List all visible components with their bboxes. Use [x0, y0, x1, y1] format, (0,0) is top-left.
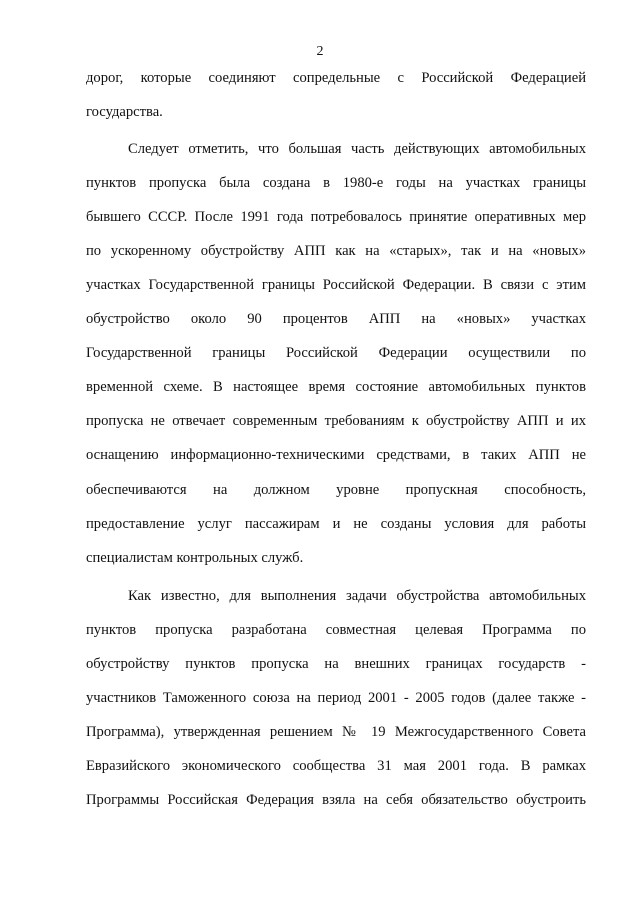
text-line: Как известно, для выполнения задачи обустройства автомобильных [128, 588, 586, 604]
text-line: Программы Российская Федерация взяла на себя обязательство обустроить [86, 792, 586, 808]
text-line: Государственной границы Российской Федерации осуществили по [86, 345, 586, 361]
page-number: 2 [316, 44, 324, 59]
text-line: Евразийского экономического сообщества 31 мая 2001 года. В рамках [86, 758, 586, 774]
text-line: обустройство около 90 процентов АПП на «новых» участках [86, 311, 586, 327]
text-line: пунктов пропуска разработана совместная целевая Программа по [86, 622, 586, 638]
text-line: по ускоренному обустройству АПП как на «старых», так и на «новых» [86, 243, 586, 259]
text-line: пропуска не отвечает современным требованиям к обустройству АПП и их [86, 413, 586, 429]
text-line: пунктов пропуска была создана в 1980-е годы на участках границы [86, 175, 586, 191]
text-line: участках Государственной границы Российской Федерации. В связи с этим [86, 277, 586, 293]
text-line: участников Таможенного союза на период 2001 - 2005 годов (далее также - [86, 690, 586, 706]
text-line: предоставление услуг пассажирам и не созданы условия для работы [86, 516, 586, 532]
text-line: обустройству пунктов пропуска на внешних границах государств - [86, 656, 586, 672]
text-line: государства. [86, 104, 163, 120]
text-line: дорог, которые соединяют сопредельные с Российской Федерацией [86, 70, 586, 86]
text-line: Программа), утвержденная решением № 19 Межгосударственного Совета [86, 724, 586, 740]
text-line: оснащению информационно-техническими средствами, в таких АПП не [86, 447, 586, 463]
text-line: Следует отметить, что большая часть действующих автомобильных [128, 141, 586, 157]
text-line: специалистам контрольных служб. [86, 550, 304, 566]
text-line: бывшего СССР. После 1991 года потребовалось принятие оперативных мер [86, 209, 586, 225]
text-line: временной схеме. В настоящее время состояние автомобильных пунктов [86, 379, 586, 395]
text-line: обеспечиваются на должном уровне пропускная способность, [86, 482, 586, 498]
